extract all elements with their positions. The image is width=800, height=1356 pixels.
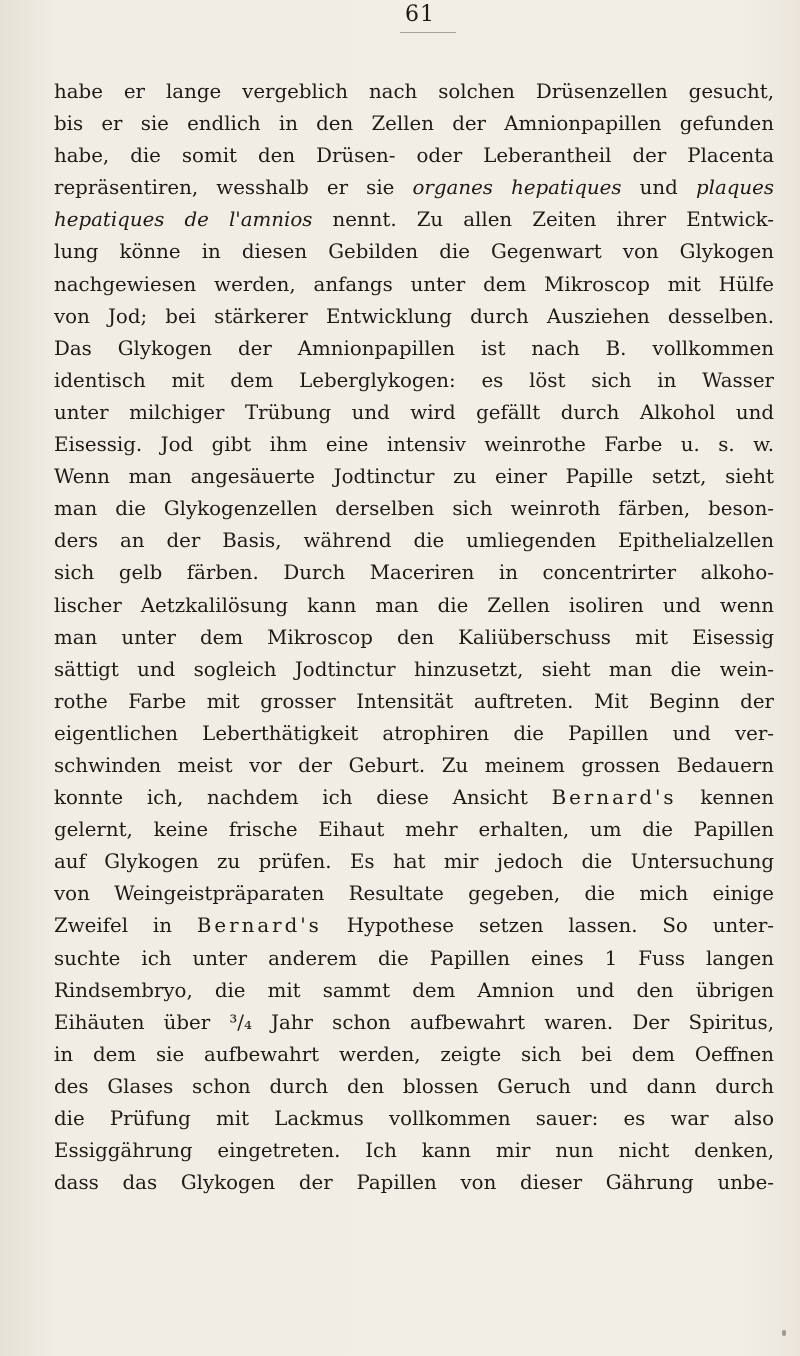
- text-segment: dass das Glykogen der Papillen von dieser Gährung unbe-: [54, 1171, 774, 1195]
- text-segment: rothe Farbe mit grosser Intensität auftreten. Mit Beginn der: [54, 689, 774, 713]
- italic-text: hepatiques de l'amnios: [54, 208, 313, 232]
- text-line: [54, 333, 774, 365]
- text-segment: repräsentiren, wesshalb er sie: [54, 176, 413, 200]
- text-line: [54, 140, 774, 172]
- text-line: [54, 622, 774, 654]
- text-line: [54, 301, 774, 333]
- text-line: [54, 910, 774, 942]
- text-segment: unter milchiger Trübung und wird gefällt durch Alkohol und: [54, 400, 774, 424]
- paper-speck: [782, 1330, 786, 1336]
- italic-text: organes hepatiques: [412, 176, 622, 200]
- text-segment: und: [621, 176, 696, 200]
- text-line: [54, 429, 774, 461]
- text-segment: man die Glykogenzellen derselben sich weinroth färben, beson-: [54, 497, 774, 521]
- text-line: [54, 525, 774, 557]
- text-line: [54, 1039, 774, 1071]
- text-line: [54, 718, 774, 750]
- text-segment: Zweifel in: [54, 914, 197, 938]
- text-segment: Eihäuten über ³/₄ Jahr schon aufbewahrt waren. Der Spiritus,: [54, 1010, 774, 1034]
- text-line: [54, 1167, 774, 1199]
- text-segment: Rindsembryo, die mit sammt dem Amnion und den übrigen: [54, 978, 774, 1002]
- text-line: [54, 1071, 774, 1103]
- text-line: [54, 204, 774, 236]
- text-segment: nennt. Zu allen Zeiten ihrer Entwick-: [312, 208, 774, 232]
- text-segment: von Jod; bei stärkerer Entwicklung durch Ausziehen desselben.: [54, 304, 774, 328]
- text-line: [54, 846, 774, 878]
- page-number: 61: [405, 2, 435, 27]
- text-line: [54, 76, 774, 108]
- spaced-name: Bernard's: [196, 914, 322, 938]
- body-text: [54, 76, 774, 1199]
- text-segment: Das Glykogen der Amnionpapillen ist nach B. vollkommen: [54, 336, 774, 360]
- text-line: [54, 814, 774, 846]
- text-segment: identisch mit dem Leberglykogen: es löst sich in Wasser: [54, 368, 774, 392]
- text-line: [54, 975, 774, 1007]
- text-line: [54, 782, 774, 814]
- text-segment: gelernt, keine frische Eihaut mehr erhalten, um die Papillen: [54, 818, 774, 842]
- text-line: [54, 943, 774, 975]
- text-segment: habe, die somit den Drüsen- oder Leberantheil der Placenta: [54, 144, 774, 168]
- text-segment: auf Glykogen zu prüfen. Es hat mir jedoch die Untersuchung: [54, 850, 774, 874]
- text-segment: kennen: [676, 786, 774, 810]
- text-line: [54, 365, 774, 397]
- text-line: [54, 654, 774, 686]
- text-segment: lung könne in diesen Gebilden die Gegenwart von Glykogen: [54, 240, 774, 264]
- text-line: [54, 108, 774, 140]
- text-segment: konnte ich, nachdem ich diese Ansicht: [54, 786, 552, 810]
- text-segment: man unter dem Mikroscop den Kaliüberschuss mit Eisessig: [54, 625, 774, 649]
- text-segment: sättigt und sogleich Jodtinctur hinzusetzt, sieht man die wein-: [54, 657, 774, 681]
- text-segment: ders an der Basis, während die umliegenden Epithelialzellen: [54, 529, 774, 553]
- text-line: [54, 1135, 774, 1167]
- text-line: [54, 686, 774, 718]
- text-line: [54, 878, 774, 910]
- text-segment: Hypothese setzen lassen. So unter-: [321, 914, 774, 938]
- text-line: [54, 557, 774, 589]
- text-segment: suchte ich unter anderem die Papillen eines 1 Fuss langen: [54, 946, 774, 970]
- text-segment: nachgewiesen werden, anfangs unter dem Mikroscop mit Hülfe: [54, 272, 774, 296]
- text-line: [54, 397, 774, 429]
- spaced-name: Bernard's: [551, 786, 677, 810]
- text-segment: eigentlichen Leberthätigkeit atrophiren die Papillen und ver-: [54, 721, 774, 745]
- text-segment: sich gelb färben. Durch Maceriren in concentrirter alkoho-: [54, 561, 774, 585]
- text-segment: Wenn man angesäuerte Jodtinctur zu einer Papille setzt, sieht: [54, 465, 774, 489]
- text-segment: von Weingeistpräparaten Resultate gegeben, die mich einige: [54, 882, 774, 906]
- text-line: [54, 590, 774, 622]
- text-line: [54, 461, 774, 493]
- page-number-underline: [400, 32, 456, 33]
- text-segment: habe er lange vergeblich nach solchen Drüsenzellen gesucht,: [54, 80, 774, 103]
- italic-text: plaques: [695, 176, 774, 200]
- text-line: [54, 172, 774, 204]
- text-line: [54, 269, 774, 301]
- text-line: [54, 750, 774, 782]
- text-segment: in dem sie aufbewahrt werden, zeigte sich bei dem Oeffnen: [54, 1042, 774, 1066]
- text-segment: Essiggährung eingetreten. Ich kann mir nun nicht denken,: [54, 1139, 774, 1163]
- text-segment: die Prüfung mit Lackmus vollkommen sauer: es war also: [54, 1107, 774, 1130]
- text-line: [54, 1103, 774, 1135]
- text-segment: bis er sie endlich in den Zellen der Amnionpapillen gefunden: [54, 112, 774, 136]
- text-line: [54, 1007, 774, 1039]
- text-segment: schwinden meist vor der Geburt. Zu meinem grossen Bedauern: [54, 753, 774, 777]
- text-segment: des Glases schon durch den blossen Geruch und dann durch: [54, 1074, 774, 1098]
- text-line: [54, 236, 774, 268]
- text-segment: lischer Aetzkalilösung kann man die Zellen isoliren und wenn: [54, 593, 774, 617]
- text-line: [54, 493, 774, 525]
- text-segment: Eisessig. Jod gibt ihm eine intensiv weinrothe Farbe u. s. w.: [54, 433, 774, 457]
